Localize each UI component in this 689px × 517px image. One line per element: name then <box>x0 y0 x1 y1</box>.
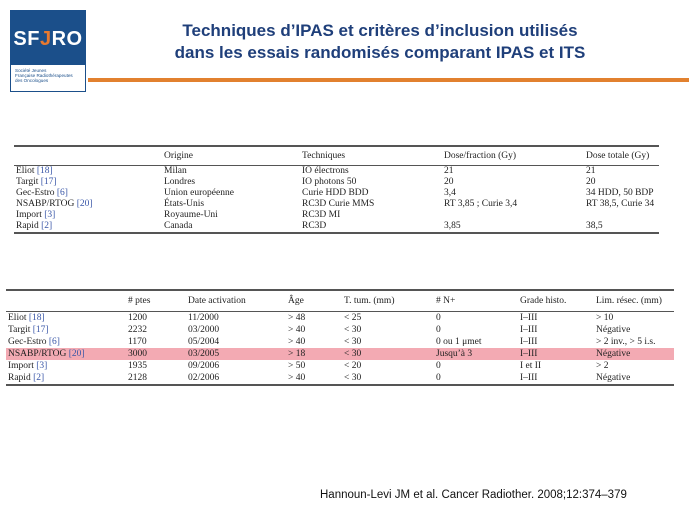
table-cell: 2128 <box>128 373 147 383</box>
table-row <box>6 324 674 336</box>
column-header: Origine <box>164 151 194 161</box>
sfjro-logo <box>10 10 86 92</box>
table-cell: 21 <box>444 166 454 176</box>
column-header: # ptes <box>128 296 151 306</box>
table-cell: 11/2000 <box>188 313 219 323</box>
column-header: Âge <box>288 296 304 306</box>
table-cell: RC3D Curie MMS <box>302 199 375 209</box>
reference-link[interactable]: [20] <box>68 349 85 359</box>
table-row <box>14 177 659 188</box>
trial-name: Targit [17] <box>16 177 57 187</box>
table-cell: > 40 <box>288 325 306 335</box>
table-cell: I–III <box>520 313 538 323</box>
column-header: Date activation <box>188 296 246 306</box>
table-header-row <box>6 290 674 312</box>
table-cell: États-Unis <box>164 199 205 209</box>
table-row <box>14 199 659 210</box>
table-cell: > 50 <box>288 361 306 371</box>
column-header: Dose totale (Gy) <box>586 151 650 161</box>
reference-link[interactable]: [2] <box>41 221 53 231</box>
reference-link[interactable]: [2] <box>33 373 45 383</box>
table-cell: Union européenne <box>164 188 234 198</box>
title-line-2: dans les essais randomisés comparant IPAS et ITS <box>174 43 586 62</box>
reference-link[interactable]: [18] <box>36 166 53 176</box>
table-cell: Canada <box>164 221 193 231</box>
column-header <box>6 290 126 312</box>
table-cell: Londres <box>164 177 196 187</box>
table-cell: 3,85 <box>444 221 461 231</box>
accent-rule <box>88 78 689 82</box>
table-cell <box>442 210 584 221</box>
table-cell: 05/2004 <box>188 337 220 347</box>
column-header: Techniques <box>302 151 346 161</box>
table-cell: 02/2006 <box>188 373 220 383</box>
table-cell: Négative <box>596 349 631 359</box>
table-cell: IO photons 50 <box>302 177 357 187</box>
table-cell: > 40 <box>288 373 306 383</box>
logo-wordmark: SFJRO <box>13 28 83 50</box>
column-header: T. tum. (mm) <box>344 296 395 306</box>
table-cell: I–III <box>520 373 538 383</box>
table-row <box>14 166 659 178</box>
column-header: Grade histo. <box>520 296 567 306</box>
table-header-row <box>14 146 659 166</box>
highlighted-table-row <box>6 348 674 360</box>
techniques-table <box>14 145 659 234</box>
reference-link[interactable]: [6] <box>48 337 60 347</box>
table-cell: 0 <box>436 361 441 371</box>
trial-name: NSABP/RTOG [20] <box>8 349 85 359</box>
table-cell: > 40 <box>288 337 306 347</box>
table-cell: < 30 <box>344 337 362 347</box>
table-cell: 1200 <box>128 313 147 323</box>
table-cell: < 25 <box>344 313 362 323</box>
table-cell: I–III <box>520 325 538 335</box>
table-cell: I–III <box>520 337 538 347</box>
trial-name: Import [3] <box>8 361 48 371</box>
reference-link[interactable]: [17] <box>32 325 49 335</box>
table-cell: 0 <box>436 325 441 335</box>
table-cell: < 30 <box>344 349 362 359</box>
table-cell: 38,5 <box>586 221 603 231</box>
reference-link[interactable]: [20] <box>76 199 93 209</box>
trial-name: Import [3] <box>16 210 56 220</box>
table-cell: 09/2006 <box>188 361 220 371</box>
trial-name: Eliot [18] <box>8 313 45 323</box>
table-row <box>14 210 659 221</box>
trial-name: Gec-Estro [6] <box>8 337 60 347</box>
reference-link[interactable]: [3] <box>44 210 56 220</box>
table-cell: 0 <box>436 373 441 383</box>
table-cell: RT 3,85 ; Curie 3,4 <box>444 199 518 209</box>
table-cell: 20 <box>586 177 596 187</box>
table-cell: Négative <box>596 325 631 335</box>
table-row <box>14 188 659 199</box>
title-line-1: Techniques d’IPAS et critères d’inclusion utilisés <box>182 21 578 40</box>
citation: Hannoun-Levi JM et al. Cancer Radiother. 2008;12:374–379 <box>320 489 627 501</box>
table-cell: RT 38,5, Curie 34 <box>586 199 655 209</box>
reference-link[interactable]: [17] <box>40 177 57 187</box>
reference-link[interactable]: [3] <box>36 361 48 371</box>
table-cell: Jusqu’à 3 <box>436 349 473 359</box>
trial-name: Rapid [2] <box>16 221 53 231</box>
slide-title <box>100 20 660 64</box>
trial-name: Gec-Estro [6] <box>16 188 68 198</box>
table-cell: RC3D <box>302 221 327 231</box>
trial-name: Targit [17] <box>8 325 49 335</box>
table-cell: 1935 <box>128 361 147 371</box>
table-cell: Milan <box>164 166 187 176</box>
reference-link[interactable]: [6] <box>56 188 68 198</box>
trial-name: Eliot [18] <box>16 166 53 176</box>
table-cell: 03/2000 <box>188 325 220 335</box>
table-row <box>6 372 674 385</box>
table-cell: > 10 <box>596 313 614 323</box>
table-row <box>6 312 674 325</box>
table-cell: Négative <box>596 373 631 383</box>
reference-link[interactable]: [18] <box>28 313 45 323</box>
table-cell: < 20 <box>344 361 362 371</box>
table-cell: 0 ou 1 μmet <box>436 337 482 347</box>
column-header: # N+ <box>436 296 456 306</box>
table-cell: > 2 <box>596 361 609 371</box>
table-cell: 21 <box>586 166 596 176</box>
table-cell: IO électrons <box>302 166 349 176</box>
table-cell: 03/2005 <box>188 349 220 359</box>
table-cell: < 30 <box>344 325 362 335</box>
inclusion-criteria-table <box>6 289 674 386</box>
table-cell: 20 <box>444 177 454 187</box>
column-header <box>14 146 162 166</box>
table-row <box>6 360 674 372</box>
table-cell: < 30 <box>344 373 362 383</box>
table-cell: 1170 <box>128 337 147 347</box>
column-header: Lim. résec. (mm) <box>596 296 662 306</box>
table-cell: I et II <box>520 361 542 371</box>
table-cell: > 48 <box>288 313 306 323</box>
table-cell: 0 <box>436 313 441 323</box>
logo-subtitle: Société Jeunes Française Radiothérapeutes des Oncologues <box>11 65 85 91</box>
table-row <box>6 336 674 348</box>
table-cell: > 18 <box>288 349 306 359</box>
table-cell: 3,4 <box>444 188 456 198</box>
table-cell: 2232 <box>128 325 147 335</box>
table-cell: 34 HDD, 50 BDP <box>586 188 654 198</box>
trial-name: NSABP/RTOG [20] <box>16 199 93 209</box>
table-cell: > 2 inv., > 5 i.s. <box>596 337 656 347</box>
table-cell: I–III <box>520 349 538 359</box>
table-cell: Curie HDD BDD <box>302 188 369 198</box>
table-cell: 3000 <box>128 349 147 359</box>
table-cell: Royaume-Uni <box>164 210 218 220</box>
table-row <box>14 221 659 233</box>
table-cell: RC3D MI <box>302 210 341 220</box>
column-header: Dose/fraction (Gy) <box>444 151 517 161</box>
table-cell <box>584 210 659 221</box>
trial-name: Rapid [2] <box>8 373 45 383</box>
